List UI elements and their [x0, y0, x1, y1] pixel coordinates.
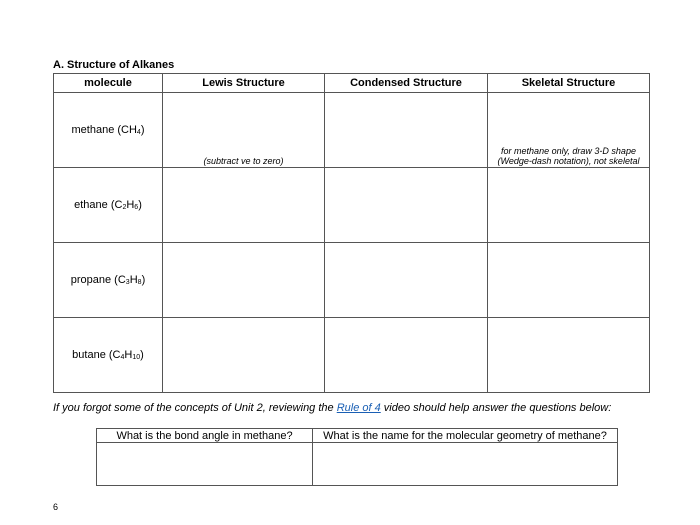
alkane-structure-table	[53, 73, 650, 393]
page-number: 6	[53, 502, 59, 512]
table-header-row	[54, 74, 650, 93]
question-bond-angle: What is the bond angle in methane?	[97, 429, 313, 443]
header-lewis: Lewis Structure	[163, 74, 325, 93]
rule-of-4-link[interactable]: Rule of 4	[336, 402, 381, 414]
lewis-note: (subtract ve to zero)	[203, 156, 284, 166]
question-molecular-geometry: What is the name for the molecular geometry of methane?	[313, 429, 618, 443]
table-row	[54, 93, 650, 168]
header-molecule: molecule	[54, 74, 163, 93]
table-row	[54, 243, 650, 318]
condensed-cell[interactable]	[325, 168, 488, 243]
table-row	[54, 318, 650, 393]
skeletal-cell[interactable]	[488, 243, 650, 318]
lewis-cell[interactable]	[163, 93, 325, 168]
skeletal-cell[interactable]	[488, 168, 650, 243]
methane-questions-table	[96, 428, 618, 486]
skeletal-cell[interactable]	[488, 318, 650, 393]
molecule-cell: ethane $(C_2H_6)$	[54, 168, 163, 243]
molecule-cell: butane $(C_4H_{10})$	[54, 318, 163, 393]
answer-molecular-geometry-cell[interactable]	[313, 443, 618, 486]
rule-of-4-instruction: If you forgot some of the concepts of Unit 2, reviewing the Rule of 4 video should help answer the questions below:	[53, 402, 612, 414]
skeletal-note: for methane only, draw 3-D shape (Wedge-dash notation), not skeletal	[497, 146, 640, 166]
table-row	[54, 168, 650, 243]
condensed-cell[interactable]	[325, 318, 488, 393]
condensed-cell[interactable]	[325, 93, 488, 168]
header-skeletal: Skeletal Structure	[488, 74, 650, 93]
answer-bond-angle-cell[interactable]	[97, 443, 313, 486]
section-title: A. Structure of Alkanes	[53, 59, 175, 71]
condensed-cell[interactable]	[325, 243, 488, 318]
molecule-cell: propane $(C_3H_8)$	[54, 243, 163, 318]
lewis-cell[interactable]	[163, 318, 325, 393]
lewis-cell[interactable]	[163, 168, 325, 243]
skeletal-cell[interactable]	[488, 93, 650, 168]
header-condensed: Condensed Structure	[325, 74, 488, 93]
lewis-cell[interactable]	[163, 243, 325, 318]
molecule-cell: methane $(CH_4)$	[54, 93, 163, 168]
